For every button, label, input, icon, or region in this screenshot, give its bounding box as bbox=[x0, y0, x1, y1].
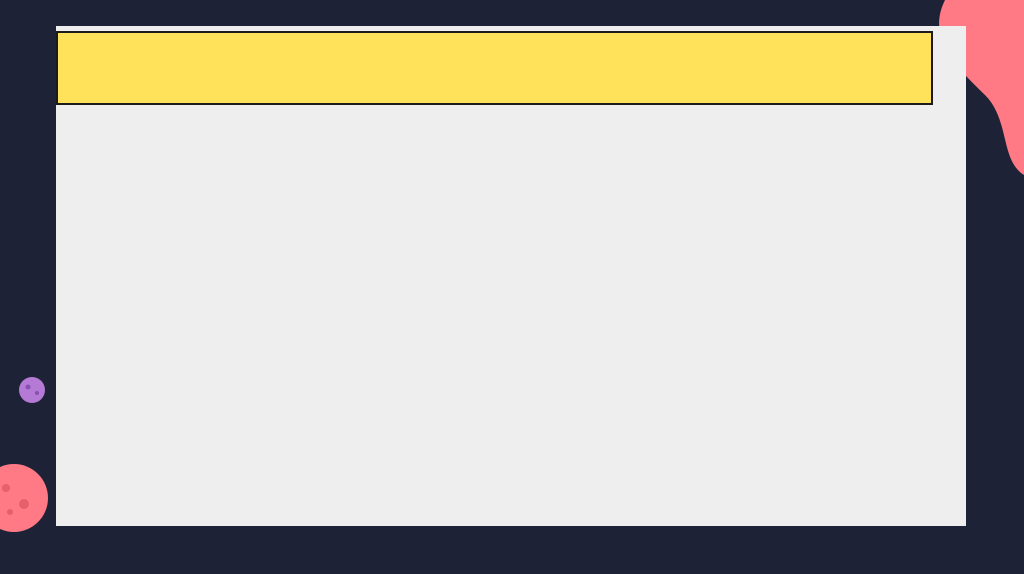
virus-purple-icon bbox=[19, 377, 45, 403]
virus-pink-icon bbox=[0, 464, 48, 532]
title-bar bbox=[56, 31, 933, 105]
